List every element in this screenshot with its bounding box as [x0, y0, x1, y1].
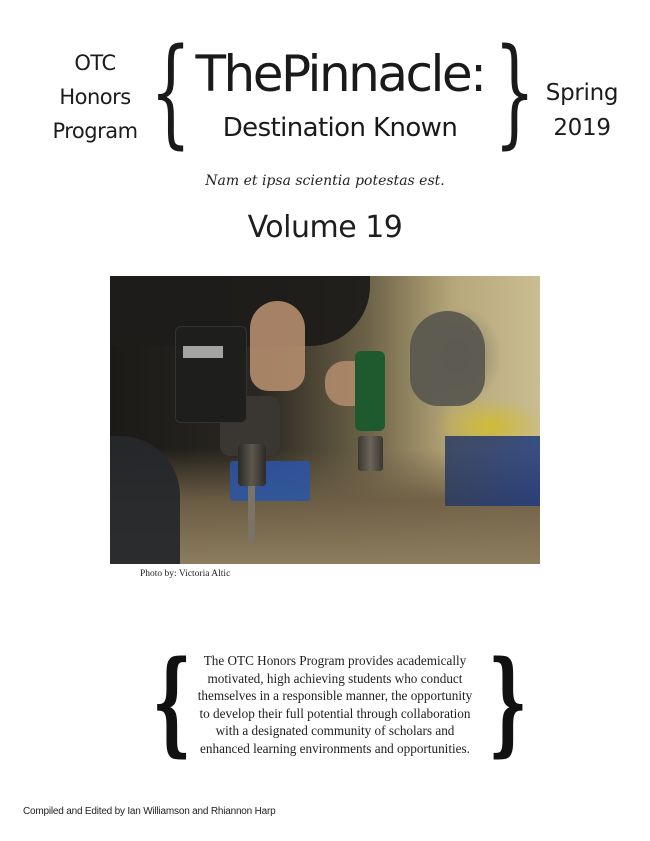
mission-line: to develop their full potential through collaboration	[199, 705, 471, 721]
mission-line: enhanced learning environments and opportunities.	[200, 740, 470, 756]
photo-battery-label	[183, 346, 223, 358]
photo-drill-chuck	[358, 436, 383, 471]
issue-date	[530, 76, 634, 146]
publication-title: ThePinnacle:	[195, 45, 485, 103]
title-brace-open: {	[150, 22, 192, 160]
volume-number: Volume 19	[247, 210, 403, 245]
photo-cap-shape	[410, 311, 485, 406]
photo-drill-chuck	[238, 444, 266, 486]
program-label	[40, 46, 150, 148]
photo-shoulder-shape	[110, 436, 180, 564]
mission-line: themselves in a responsible manner, the opportunity	[197, 688, 473, 703]
photo-blue-background	[445, 436, 540, 506]
editor-credits: Compiled and Edited by Ian Williamson and Rhiannon Harp	[23, 806, 276, 817]
publication-subtitle: Destination Known	[222, 113, 458, 143]
title-brace-close: }	[494, 22, 536, 160]
mission-line: with a designated community of scholars and	[215, 723, 455, 738]
photo-drill-bit	[248, 486, 255, 541]
mission-brace-close: }	[488, 637, 528, 768]
mission-line: The OTC Honors Program provides academically	[203, 653, 467, 668]
program-label-line: Honors	[59, 85, 131, 109]
issue-season: Spring	[545, 80, 619, 106]
issue-year: 2019	[553, 115, 611, 141]
mission-statement	[180, 652, 490, 757]
photo-hand-shape	[250, 301, 305, 391]
cover-photo	[110, 276, 540, 564]
photo-drill-battery	[175, 326, 247, 423]
mission-line: motivated, high achieving students who conduct	[207, 670, 463, 686]
latin-motto: Nam et ipsa scientia potestas est.	[205, 173, 445, 189]
photo-credit: Photo by: Victoria Altic	[140, 569, 231, 579]
mission-brace-open: {	[152, 637, 192, 768]
photo-green-drill	[355, 351, 385, 431]
program-label-line: OTC	[74, 51, 116, 75]
program-label-line: Program	[52, 119, 138, 143]
